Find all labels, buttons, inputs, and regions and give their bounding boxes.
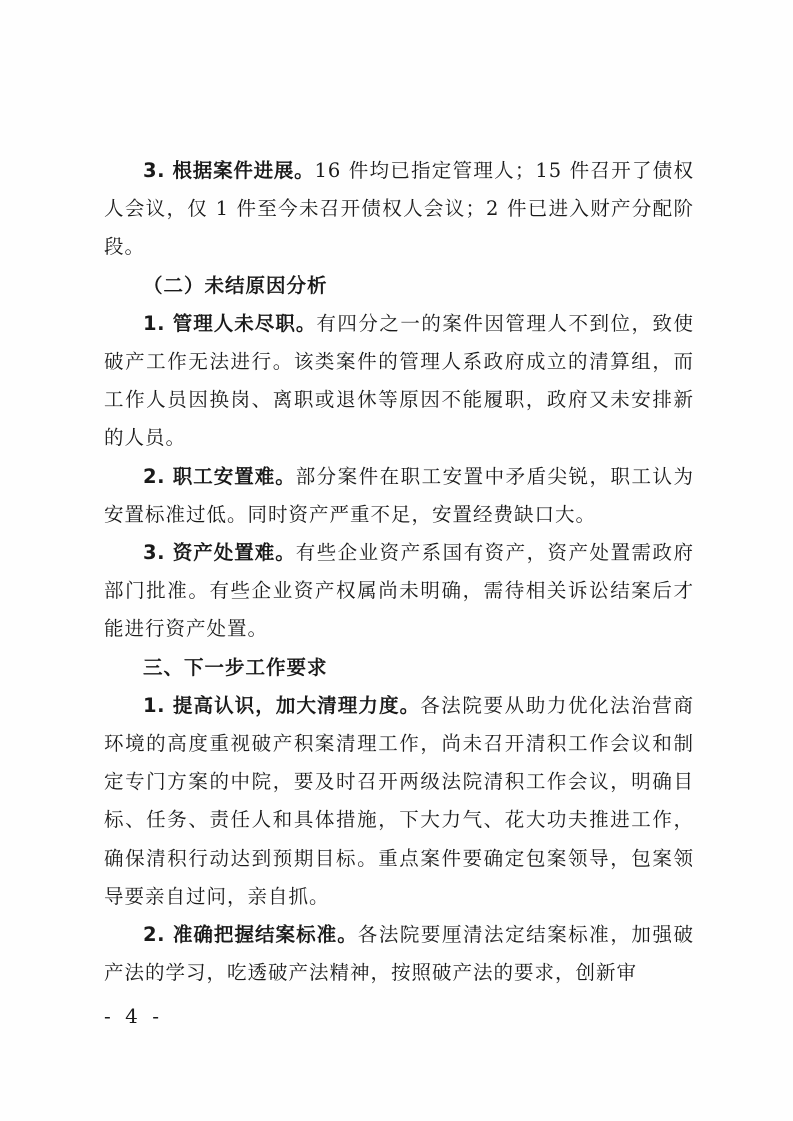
paragraph-lead: 1. 管理人未尽职。 xyxy=(143,311,317,335)
paragraph-lead: 3. 根据案件进展。 xyxy=(143,159,315,182)
paragraph-case-progress xyxy=(104,152,694,267)
paragraph-reason-2 xyxy=(104,458,694,534)
document-body xyxy=(104,152,694,992)
paragraph-reason-1 xyxy=(104,305,694,458)
paragraph-reason-3 xyxy=(104,534,694,649)
paragraph-body: 有些企业资产系国有资产，资产处置需政府部门批准。有些企业资产权属尚未明确，需待相关诉讼结案后才能进行资产处置。 xyxy=(104,541,694,641)
paragraph-body: 各法院要厘清法定结案标准，加强破产法的学习，吃透破产法精神，按照破产法的要求，创新审 xyxy=(104,923,694,985)
page-number: - 4 - xyxy=(104,1004,163,1028)
paragraph-lead: 3. 资产处置难。 xyxy=(143,541,296,565)
paragraph-body: 16 件均已指定管理人；15 件召开了债权人会议，仅 1 件至今未召开债权人会议；2 件已进入财产分配阶段。 xyxy=(104,159,695,259)
paragraph-lead: 1. 提高认识，加大清理力度。 xyxy=(143,693,421,717)
section-heading-next-steps: 三、下一步工作要求 xyxy=(143,655,328,679)
paragraph-requirement-1 xyxy=(104,687,694,916)
section-heading-reasons: （二）未结原因分析 xyxy=(143,273,328,297)
paragraph-requirement-2 xyxy=(104,916,694,992)
paragraph-lead: 2. 准确把握结案标准。 xyxy=(143,923,358,947)
paragraph-lead: 2. 职工安置难。 xyxy=(143,464,296,488)
paragraph-body: 有四分之一的案件因管理人不到位，致使破产工作无法进行。该类案件的管理人系政府成立的清算组，而工作人员因换岗、离职或退休等原因不能履职，政府又未安排新的人员。 xyxy=(104,311,694,450)
paragraph-body: 各法院要从助力优化法治营商环境的高度重视破产积案清理工作，尚未召开清积工作会议和制定专门方案的中院，要及时召开两级法院清积工作会议，明确目标、任务、责任人和具体措施，下大力气、花大功夫推进工作，确保清积行动达到预期目标。重点案件要确定包案领导，包案领导要亲自过问，亲自抓。 xyxy=(104,693,694,908)
paragraph-body: 部分案件在职工安置中矛盾尖锐，职工认为安置标准过低。同时资产严重不足，安置经费缺口大。 xyxy=(104,464,694,526)
